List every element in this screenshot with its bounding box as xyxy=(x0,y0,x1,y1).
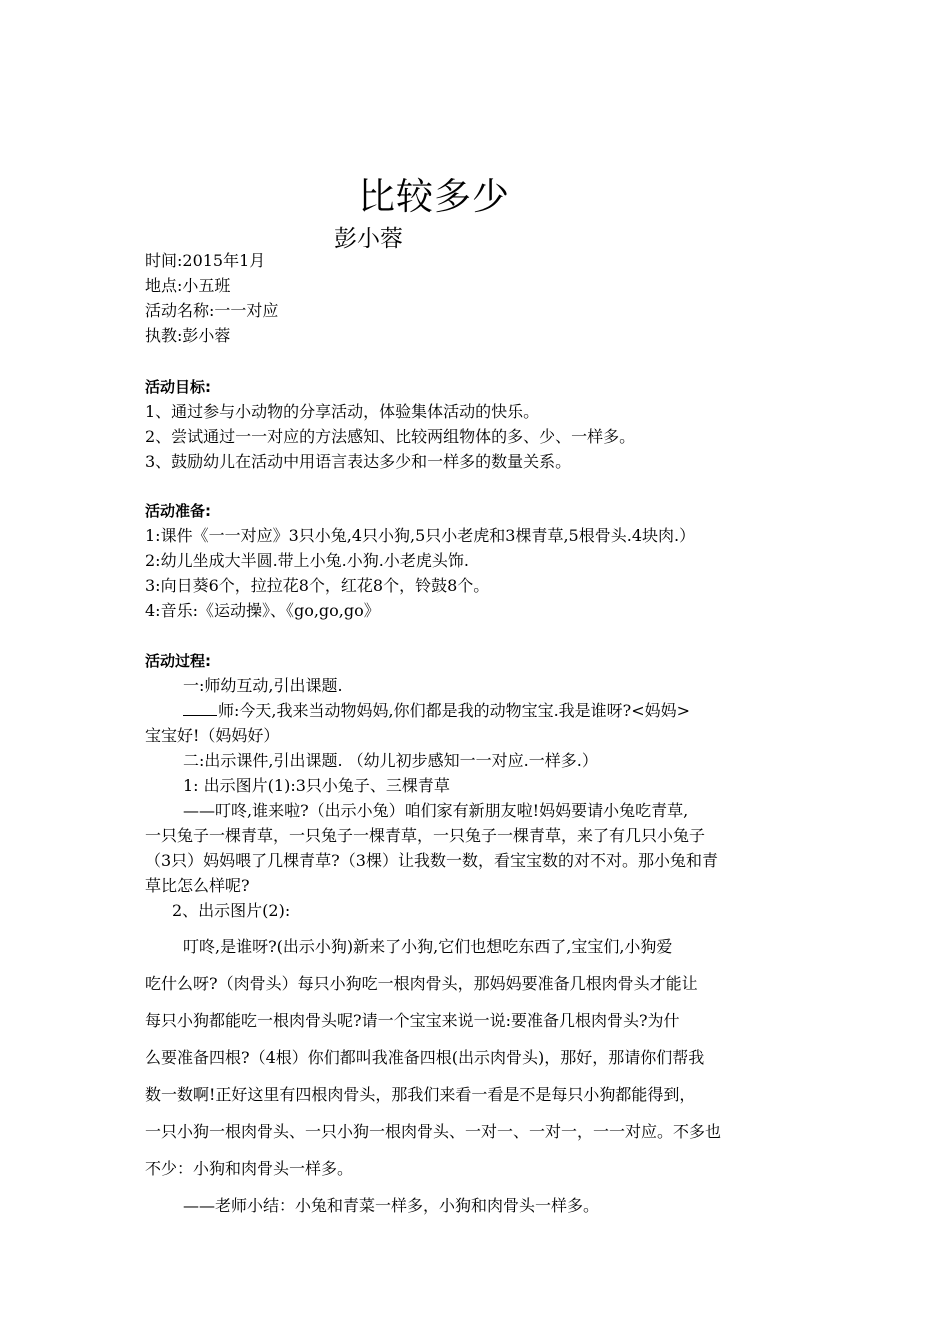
process-paragraph-line: 每只小狗都能吃一根肉骨头呢?请一个宝宝来说一说:要准备几根肉骨头?为什 xyxy=(145,1011,680,1030)
process-paragraph-line: 一只小狗一根肉骨头、一只小狗一根肉骨头、一对一、一对一，一一对应。不多也 xyxy=(145,1122,722,1141)
preparation-item: 1:课件《一一对应》3只小兔,4只小狗,5只小老虎和3棵青草,5根骨头.4块肉.） xyxy=(145,526,696,545)
process-dialogue-line xyxy=(183,700,690,722)
process-paragraph-line: （3只）妈妈喂了几棵青草?（3棵）让我数一数，看宝宝数的对不对。那小兔和青 xyxy=(145,851,718,870)
dialogue-text: 师:今天,我来当动物妈妈,你们都是我的动物宝宝.我是谁呀?<妈妈> xyxy=(218,701,691,720)
process-paragraph-line: 么要准备四根?（4根）你们都叫我准备四根(出示肉骨头)，那好，那请你们帮我 xyxy=(145,1048,705,1067)
process-paragraph-line: ——叮咚,谁来啦?（出示小兔）咱们家有新朋友啦!妈妈要请小兔吃青草, xyxy=(183,801,689,820)
meta-activity-name: 活动名称:一一对应 xyxy=(145,301,279,320)
process-paragraph-line: 不少：小狗和肉骨头一样多。 xyxy=(145,1159,354,1178)
preparation-item: 3:向日葵6个，拉拉花8个，红花8个，铃鼓8个。 xyxy=(145,576,490,595)
goal-item: 1、通过参与小动物的分享活动，体验集体活动的快乐。 xyxy=(145,402,540,421)
goal-item: 2、尝试通过一一对应的方法感知、比较两组物体的多、少、一样多。 xyxy=(145,427,636,446)
preparation-heading: 活动准备: xyxy=(145,502,211,520)
preparation-item: 4:音乐:《运动操》、《go,go,go》 xyxy=(145,601,380,620)
process-paragraph-line: 草比怎么样呢? xyxy=(145,876,250,895)
process-dialogue-cont: 宝宝好!（妈妈好） xyxy=(145,726,280,745)
process-step-2: 二:出示课件,引出课题. （幼儿初步感知一一对应.一样多.） xyxy=(183,751,598,770)
process-paragraph-line: 一只兔子一棵青草，一只兔子一棵青草，一只兔子一棵青草，来了有几只小兔子 xyxy=(145,826,706,845)
process-paragraph-line: 吃什么呀?（肉骨头）每只小狗吃一根肉骨头，那妈妈要准备几根肉骨头才能让 xyxy=(145,974,698,993)
process-paragraph-line: 叮咚,是谁呀?(出示小狗)新来了小狗,它们也想吃东西了,宝宝们,小狗爱 xyxy=(183,937,673,956)
meta-time: 时间:2015年1月 xyxy=(145,251,266,270)
process-picture-1: 1: 出示图片(1):3只小兔子、三棵青草 xyxy=(183,776,450,795)
goal-item: 3、鼓励幼儿在活动中用语言表达多少和一样多的数量关系。 xyxy=(145,452,572,471)
process-summary: ——老师小结：小兔和青菜一样多，小狗和肉骨头一样多。 xyxy=(183,1196,600,1215)
fill-blank xyxy=(183,701,217,716)
document-author: 彭小蓉 xyxy=(334,226,403,252)
preparation-item: 2:幼儿坐成大半圆.带上小兔.小狗.小老虎头饰. xyxy=(145,551,469,570)
meta-place: 地点:小五班 xyxy=(145,276,231,295)
meta-teacher: 执教:彭小蓉 xyxy=(145,326,231,345)
process-picture-2: 2、出示图片(2): xyxy=(172,901,291,920)
goals-heading: 活动目标: xyxy=(145,378,211,396)
process-step-1: 一:师幼互动,引出课题. xyxy=(183,676,343,695)
process-heading: 活动过程: xyxy=(145,652,211,670)
document-title: 比较多少 xyxy=(358,175,510,218)
process-paragraph-line: 数一数啊!正好这里有四根肉骨头，那我们来看一看是不是每只小狗都能得到， xyxy=(145,1085,696,1104)
